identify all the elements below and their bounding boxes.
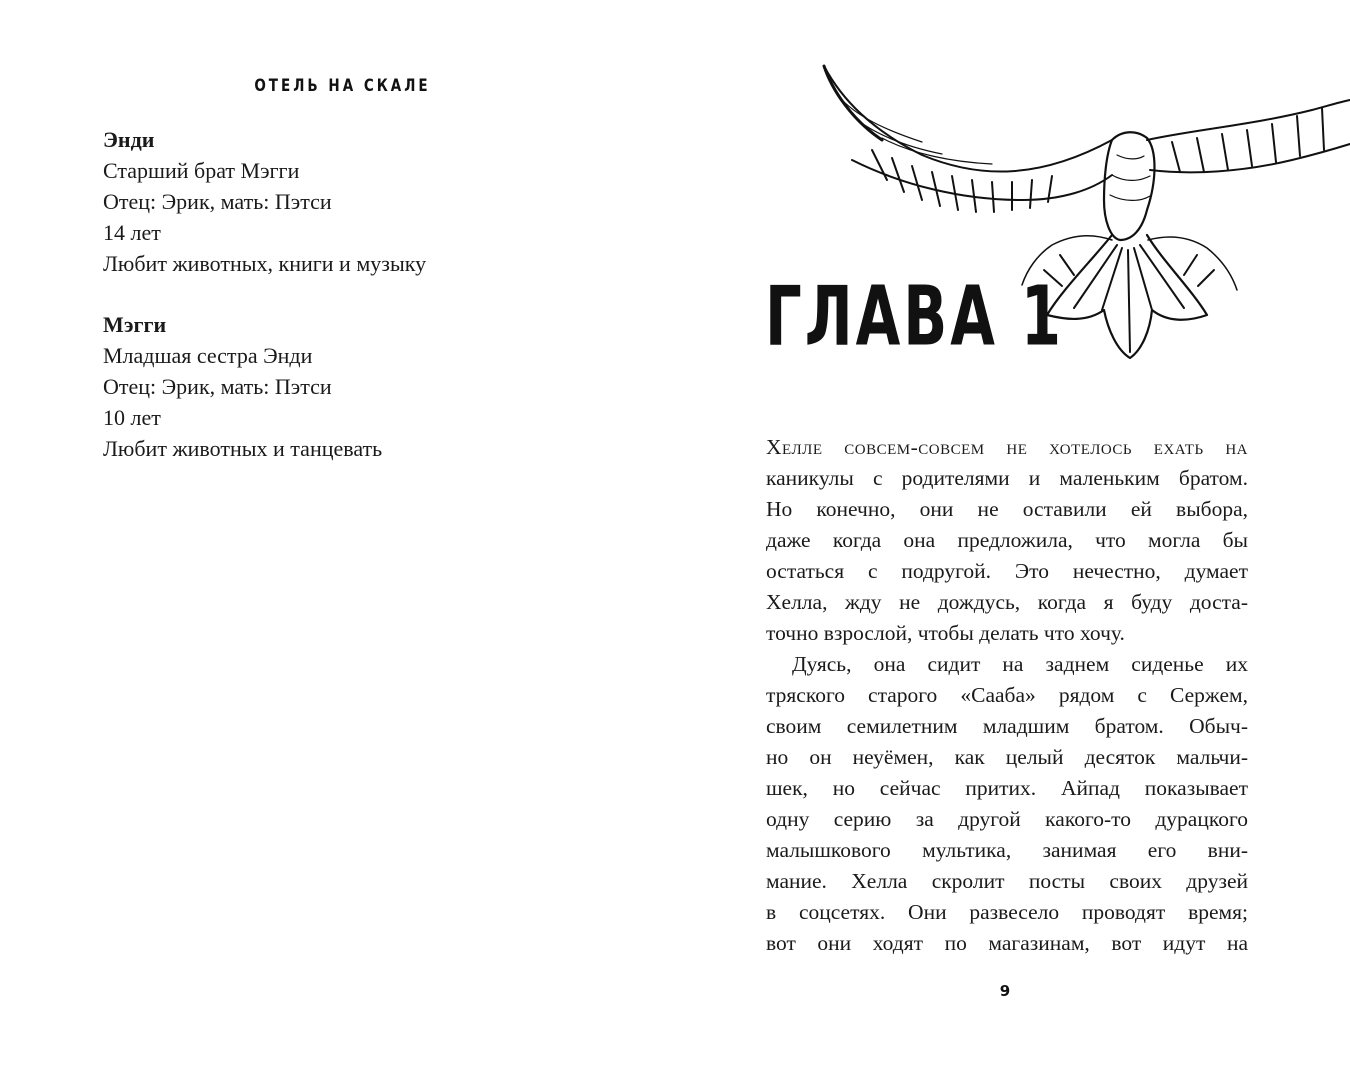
body-line: остаться с подругой. Это нечестно, думает: [766, 559, 1248, 583]
body-line: тряского старого «Сааба» рядом с Сержем,: [766, 683, 1248, 707]
character-detail: Отец: Эрик, мать: Пэтси: [103, 189, 332, 214]
character-detail: Младшая сестра Энди: [103, 343, 313, 368]
body-line: точно взрослой, чтобы делать что хочу.: [766, 621, 1125, 645]
character-detail: 10 лет: [103, 405, 161, 430]
character-detail: Любит животных и танцевать: [103, 436, 383, 461]
character-name: Энди: [103, 127, 155, 152]
character-entry-maggie: [103, 309, 623, 464]
running-head: ОТЕЛЬ НА СКАЛЕ: [254, 74, 431, 96]
paragraph-lead-line: Хелле совсем-совсем не хотелось ехать на: [766, 435, 1248, 459]
character-list: [103, 124, 623, 494]
character-name: Мэгги: [103, 312, 167, 337]
body-line: Дуясь, она сидит на заднем сиденье их: [792, 652, 1248, 676]
chapter-body: [766, 432, 1248, 959]
body-line: даже когда она предложила, что могла бы: [766, 528, 1248, 552]
character-detail: Отец: Эрик, мать: Пэтси: [103, 374, 332, 399]
page-number: 9: [999, 982, 1011, 1000]
body-line: каникулы с родителями и маленьким братом.: [766, 466, 1248, 490]
body-line: вот они ходят по магазинам, вот идут на: [766, 931, 1248, 955]
character-detail: Старший брат Мэгги: [103, 158, 300, 183]
character-entry-andy: [103, 124, 623, 279]
body-line: мание. Хелла скролит посты своих друзей: [766, 869, 1248, 893]
character-detail: 14 лет: [103, 220, 161, 245]
body-line: Но конечно, они не оставили ей выбора,: [766, 497, 1248, 521]
body-line: в соцсетях. Они развесело проводят время;: [766, 900, 1248, 924]
body-line: Хелла, жду не дождусь, когда я буду доста-: [766, 590, 1248, 614]
body-line: малышкового мультика, занимая его вни-: [766, 838, 1248, 862]
chapter-title: ГЛАВА 1: [765, 270, 1065, 365]
body-line: но он неуёмен, как целый десяток мальчи-: [766, 745, 1248, 769]
body-line: своим семилетним младшим братом. Обыч-: [766, 714, 1248, 738]
character-detail: Любит животных, книги и музыку: [103, 251, 427, 276]
body-line: одну серию за другой какого-то дурацкого: [766, 807, 1248, 831]
body-line: шек, но сейчас притих. Айпад показывает: [766, 776, 1248, 800]
